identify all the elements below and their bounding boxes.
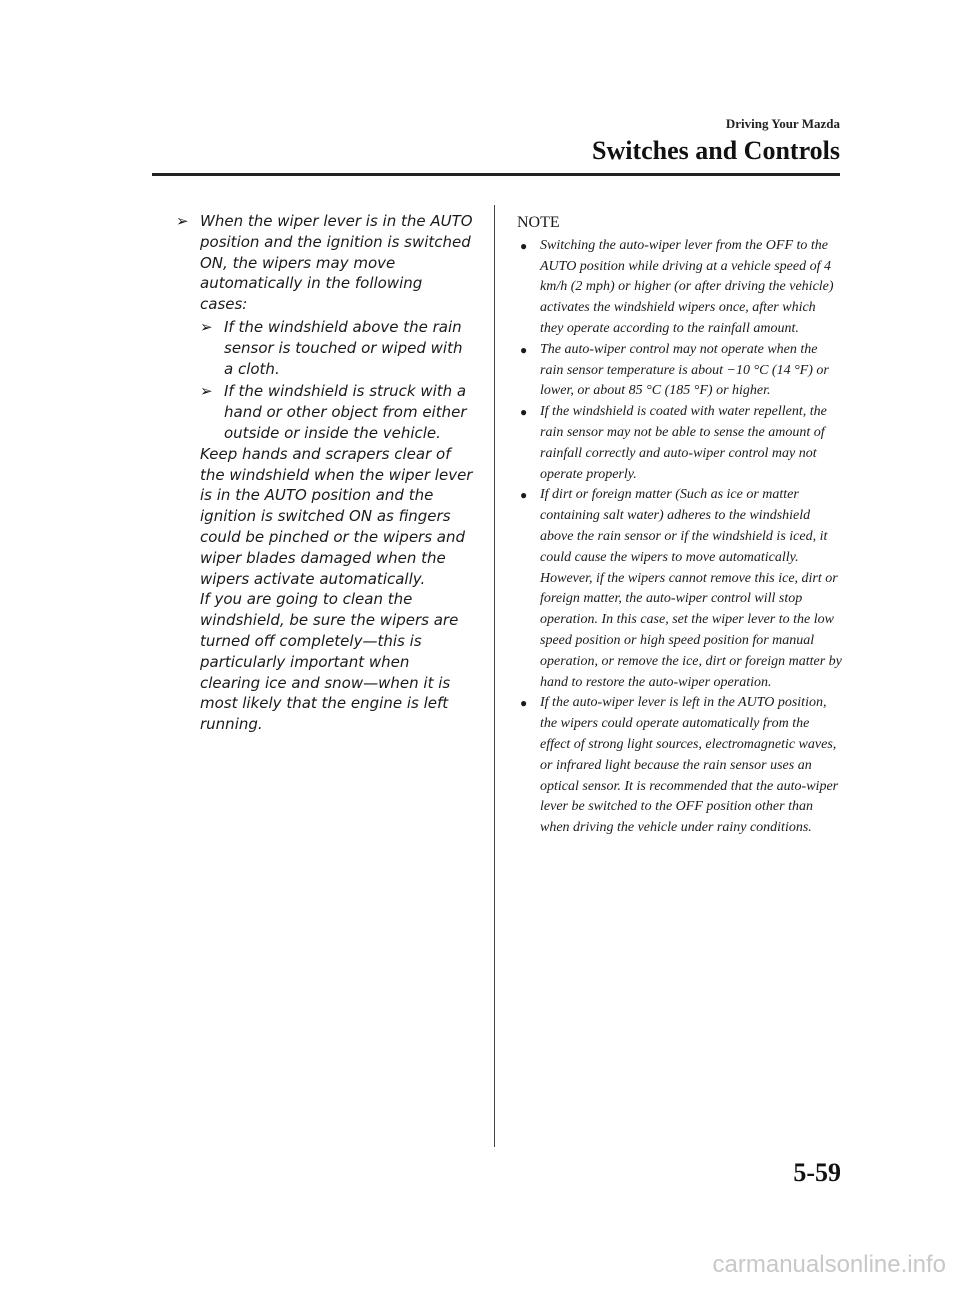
note-item-text: If the auto-wiper lever is left in the AUTO position, the wipers could operate automatically from the effect of strong light sources, electromagnetic waves, or infrared light because the rain sensor uses an optical sensor. It is recommended that the auto-wiper lever be switched to the OFF position other than when driving the vehicle under rainy conditions.: [540, 695, 839, 836]
column-divider: [494, 205, 495, 1147]
warning-case-text: If the windshield is struck with a hand or other object from either outside or inside the vehicle.: [224, 382, 467, 442]
dot-bullet-icon: ●: [520, 696, 528, 711]
arrow-bullet-icon: ➢: [200, 382, 213, 401]
note-column: [517, 213, 842, 839]
warning-case: [200, 381, 474, 443]
note-list: [517, 236, 842, 839]
warning-case-text: If the windshield above the rain sensor is touched or wiped with a cloth.: [224, 317, 463, 378]
dot-bullet-icon: ●: [520, 488, 528, 503]
dot-bullet-icon: ●: [520, 238, 528, 253]
section-label: Driving Your Mazda: [725, 116, 840, 131]
warning-column: [176, 211, 474, 735]
watermark: carmanualsonline.info: [712, 1251, 946, 1278]
page-number: 5-59: [793, 1158, 841, 1187]
warning-intro-item: [176, 211, 474, 315]
note-item-text: If dirt or foreign matter (Such as ice or matter containing salt water) adheres to the windshield above the rain sensor or if the windshield is iced, it could cause the wipers to move automatically. However, if the wipers cannot remove this ice, dirt or foreign matter, the auto-wiper control will stop operation. In this case, set the wiper lever to the low speed position or high speed position for manual operation, or remove the ice, dirt or foreign matter by hand to restore the auto-wiper operation.: [540, 487, 842, 690]
arrow-bullet-icon: ➢: [200, 317, 213, 336]
warning-intro: When the wiper lever is in the AUTO position and the ignition is switched ON, the wipers may move automatically in the following cases:: [200, 212, 473, 314]
warning-cases: [176, 317, 474, 444]
note-heading: NOTE: [517, 214, 560, 231]
note-item-text: Switching the auto-wiper lever from the OFF to the AUTO position while driving at a vehicle speed of 4 km/h (2 mph) or higher (or after driving the vehicle) activates the windshield wipers once, after which they operate according to the rainfall amount.: [540, 237, 834, 336]
note-item-text: If the windshield is coated with water repellent, the rain sensor may not be able to sense the amount of rainfall correctly and auto-wiper control may not operate properly.: [540, 404, 827, 482]
dot-bullet-icon: ●: [520, 342, 528, 357]
note-item: [517, 340, 842, 402]
arrow-bullet-icon: ➢: [176, 212, 189, 230]
chapter-title: Switches and Controls: [591, 136, 840, 165]
dot-bullet-icon: ●: [520, 405, 528, 420]
warning-paragraph: Keep hands and scrapers clear of the windshield when the wiper lever is in the AUTO position and the ignition is switched ON as fingers could be pinched or the wipers and wiper blades damaged when the wipers activate automatically.: [200, 444, 473, 588]
note-item: [517, 236, 842, 340]
warning-case: [200, 317, 474, 379]
page-header: [592, 116, 840, 166]
warning-paragraph: If you are going to clean the windshield, be sure the wipers are turned off completely—this is particularly important when clearing ice and snow—when it is most likely that the engine is left running.: [200, 590, 459, 734]
note-item: [517, 402, 842, 485]
header-rule: [152, 173, 840, 176]
note-item-text: The auto-wiper control may not operate when the rain sensor temperature is about −10 °C (14 °F) or lower, or about 85 °C (185 °F) or higher.: [540, 341, 829, 399]
note-item: [517, 485, 842, 693]
note-item: [517, 693, 842, 839]
